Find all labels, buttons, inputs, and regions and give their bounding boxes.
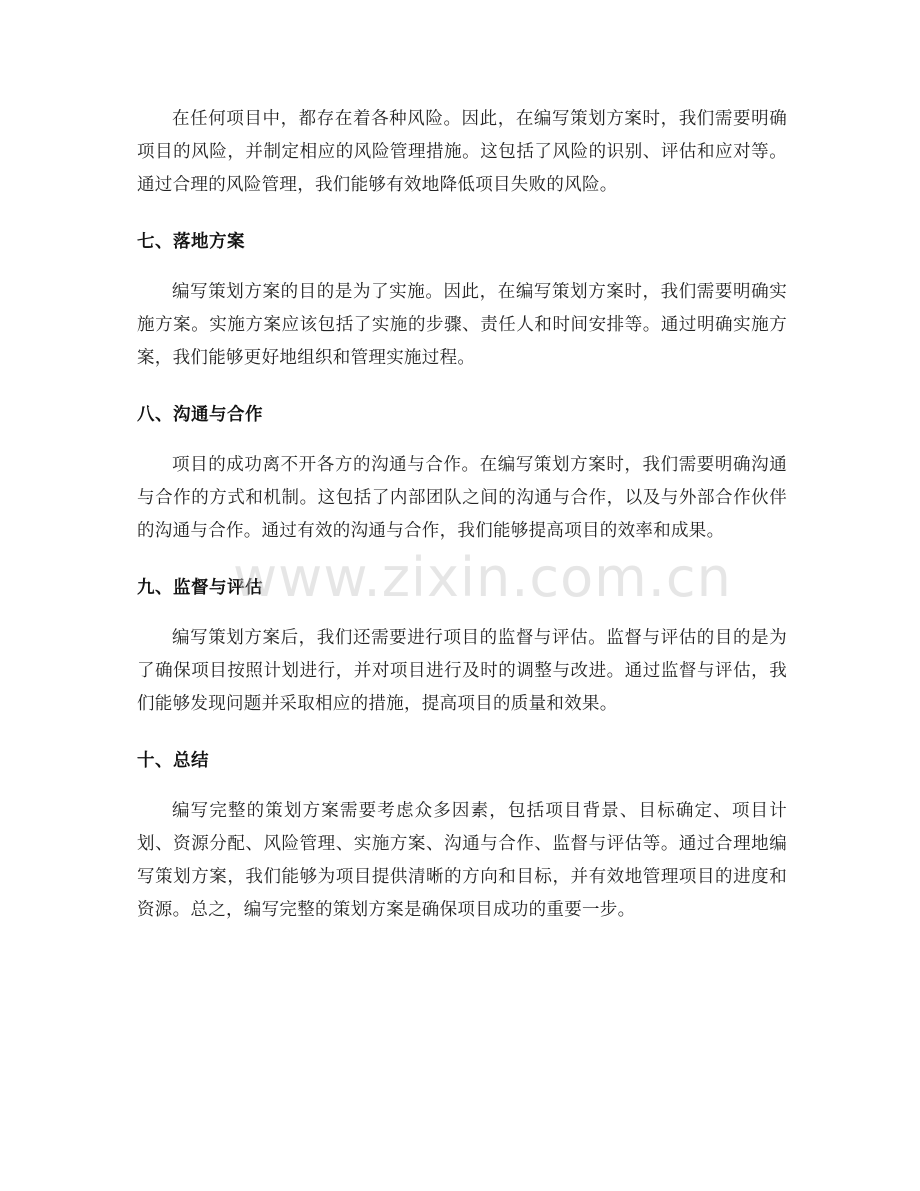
communication-paragraph: 项目的成功离不开各方的沟通与合作。在编写策划方案时，我们需要明确沟通与合作的方式和机制。这包括了内部团队之间的沟通与合作，以及与外部合作伙伴的沟通与合作。通过有效的沟通与合作，我们能够提高项目的效率和成果。	[137, 455, 787, 541]
section-heading-supervision: 九、监督与评估	[137, 578, 263, 598]
section-heading-communication: 八、沟通与合作	[137, 405, 263, 425]
risk-management-paragraph: 在任何项目中，都存在着各种风险。因此，在编写策划方案时，我们需要明确项目的风险，并制定相应的风险管理措施。这包括了风险的识别、评估和应对等。通过合理的风险管理，我们能够有效地降低项目失败的风险。	[137, 109, 787, 195]
summary-paragraph: 编写完整的策划方案需要考虑众多因素，包括项目背景、目标确定、项目计划、资源分配、风险管理、实施方案、沟通与合作、监督与评估等。通过合理地编写策划方案，我们能够为项目提供清晰的方向和目标，并有效地管理项目的进度和资源。总之，编写完整的策划方案是确保项目成功的重要一步。	[137, 801, 787, 920]
section-heading-summary: 十、总结	[137, 751, 209, 771]
implementation-paragraph: 编写策划方案的目的是为了实施。因此，在编写策划方案时，我们需要明确实施方案。实施方案应该包括了实施的步骤、责任人和时间安排等。通过明确实施方案，我们能够更好地组织和管理实施过程。	[137, 282, 787, 368]
supervision-paragraph: 编写策划方案后，我们还需要进行项目的监督与评估。监督与评估的目的是为了确保项目按照计划进行，并对项目进行及时的调整与改进。通过监督与评估，我们能够发现问题并采取相应的措施，提高项目的质量和效果。	[137, 628, 787, 714]
watermark: www.zixin.com.cn	[233, 546, 732, 609]
section-heading-implementation: 七、落地方案	[137, 232, 245, 252]
